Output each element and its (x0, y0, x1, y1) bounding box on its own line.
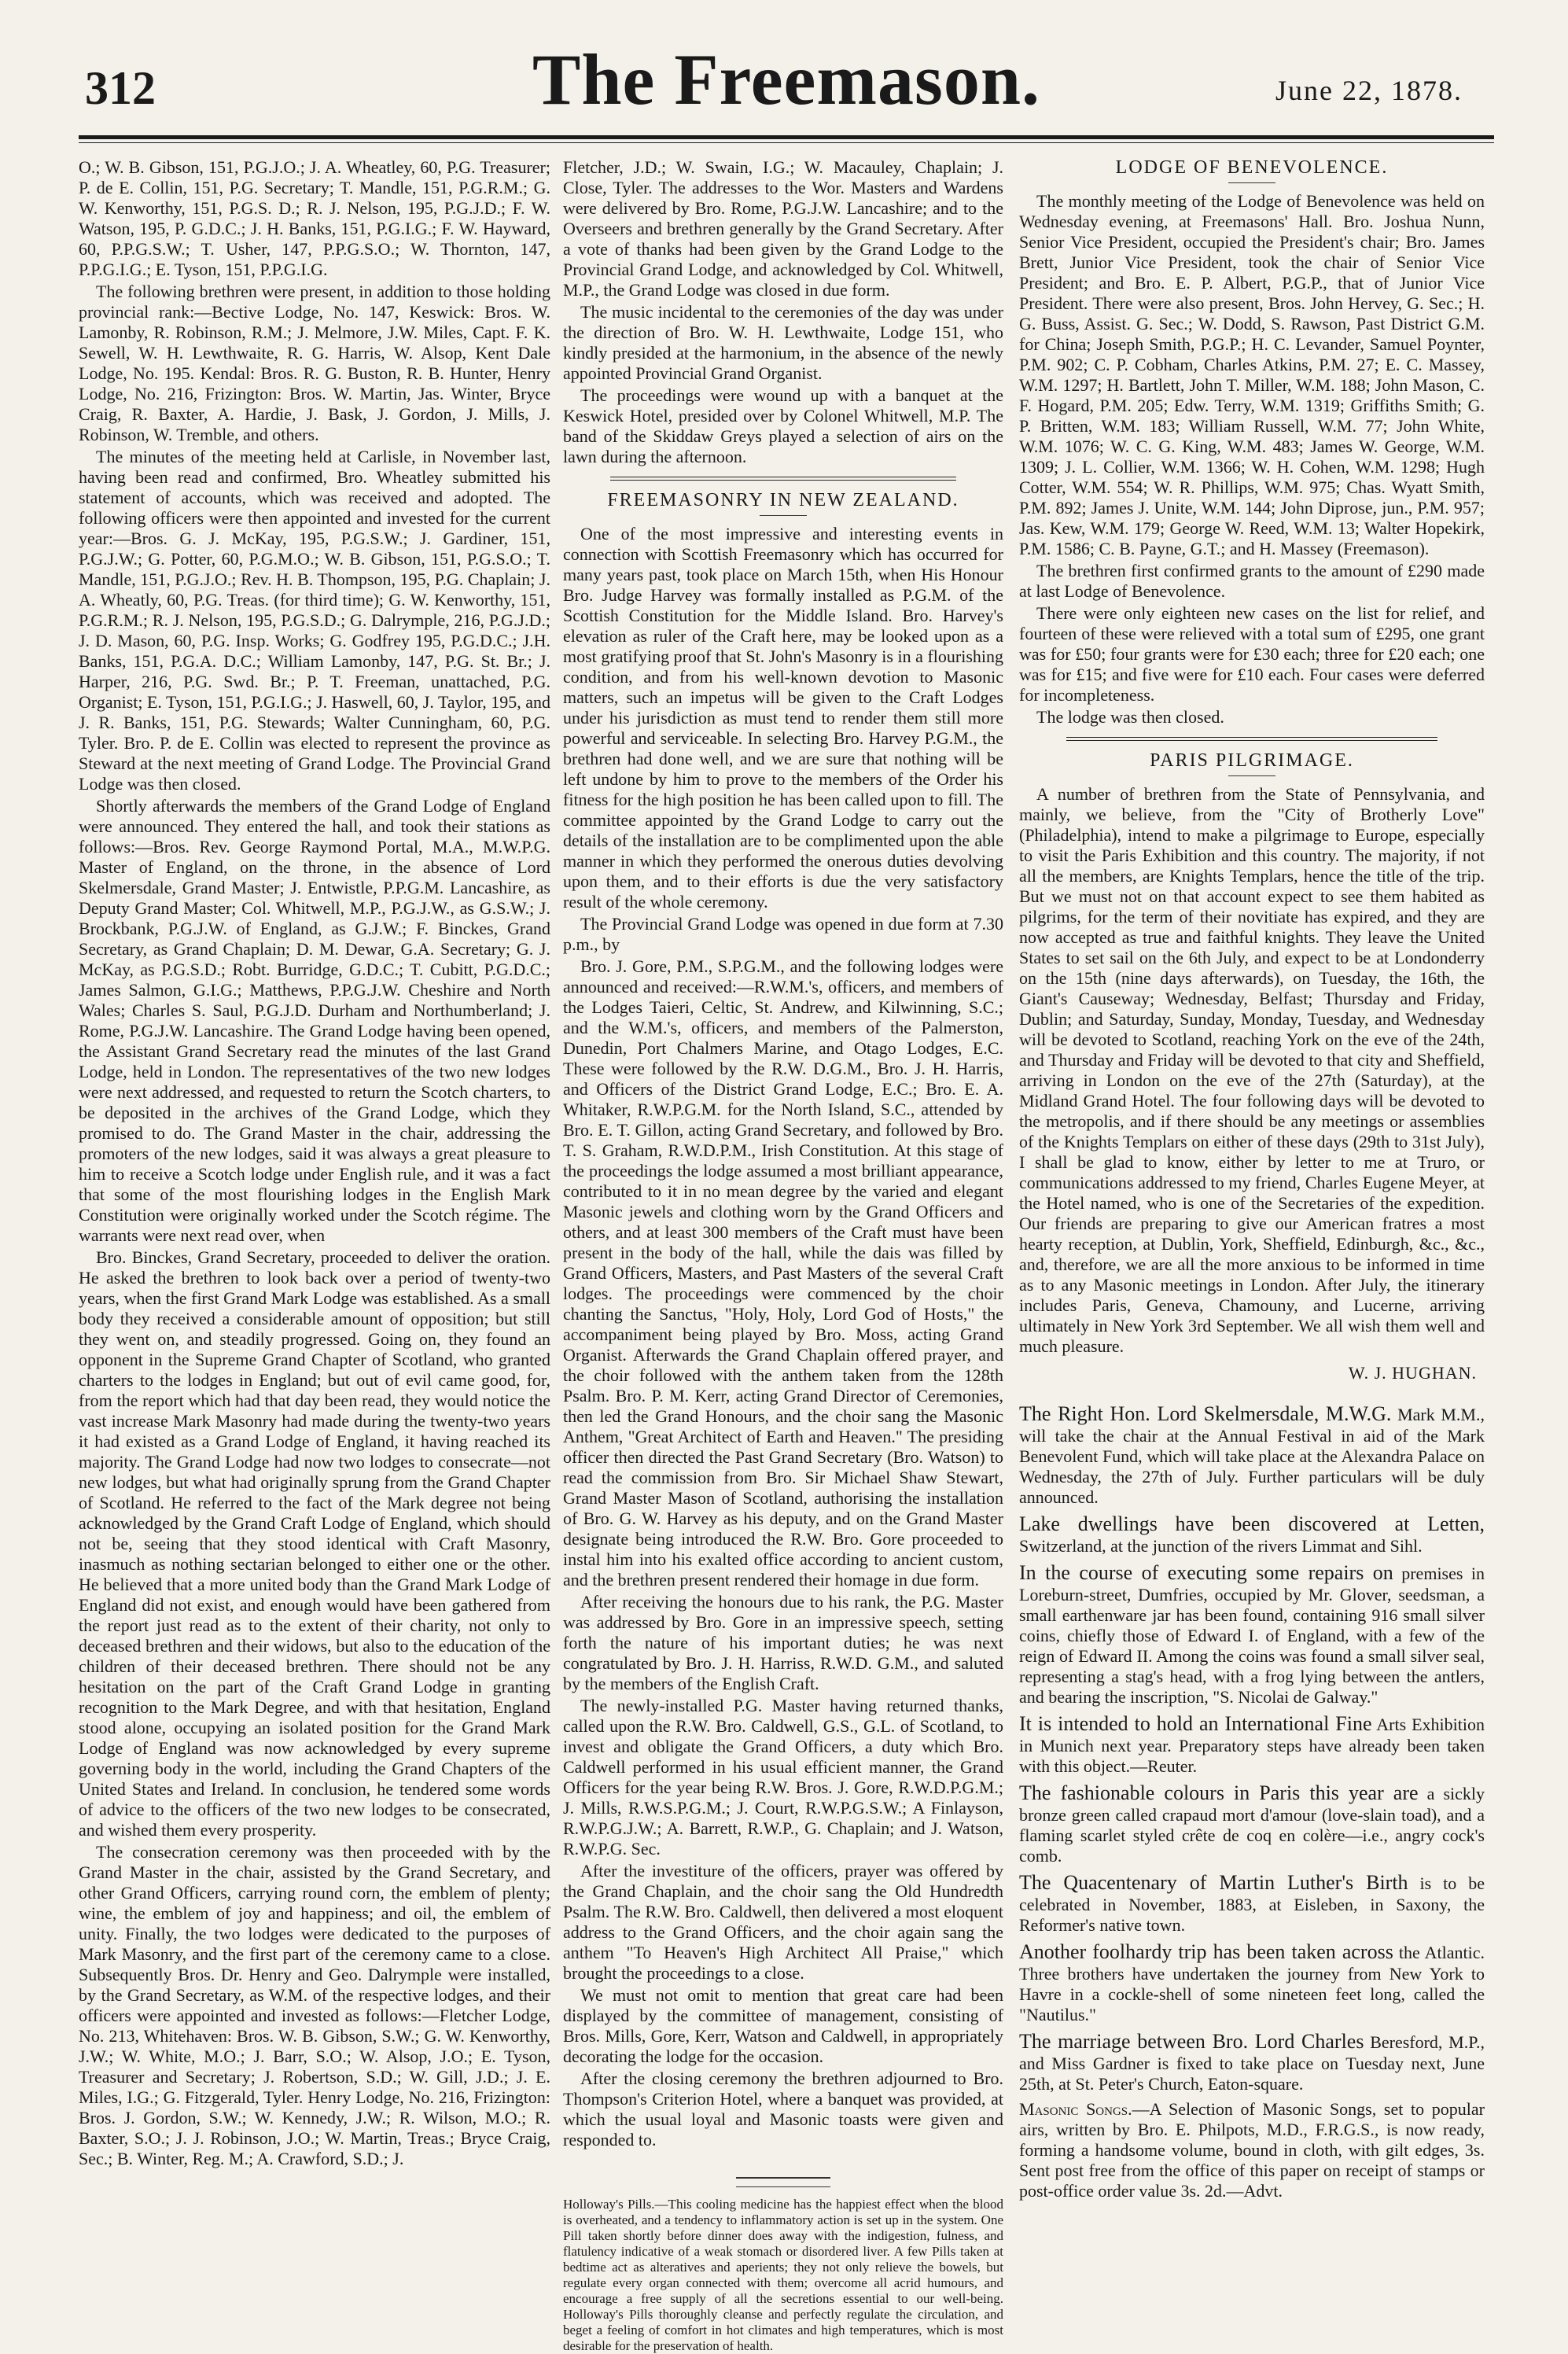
section-heading-paris: PARIS PILGRIMAGE. (1150, 750, 1354, 771)
heading-rule (1228, 182, 1275, 183)
advert-rule (736, 2177, 830, 2179)
paragraph: The following brethren were present, in addition to those holding provincial rank:—Bective Lodge, No. 147, Keswick: Bros. W. Lamonby, R. Robinson, R.M.; J. Melmore, J.W. Miles, Capt. F. K. Sewell, W. H. Lewthwaite, R. G. Harris, W. Alsop, Kent Dale Lodge, No. 195. Kendal: Bros. R. G. Buston, R. B. Hunter, Henry Lodge, No. 216, Frizington: Bros. W. Martin, Jas. Winter, Bryce Craig, R. Baxter, A. Hardie, J. Bask, J. Gordon, J. Mills, J. Robinson, W. Tremble, and others. (79, 282, 550, 444)
news-lead: The Right Hon. Lord Skelmersdale, M.W.G. (1019, 1402, 1392, 1425)
news-body: premises in Loreburn-street, Dumfries, occupied by Mr. Glover, seedsman, a small earthenware jar has been found, containing 916 small silver coins, chiefly those of Edward I. of England, with a few of the reign of Edward II. Among the coins was found a small silver seal, representing a stag's head, with a frog lying between the antlers, and bearing the inscription, "S. Nicolai de Galway." (1019, 1564, 1485, 1707)
paragraph: After the closing ceremony the brethren adjourned to Bro. Thompson's Criterion Hotel, where a banquet was provided, at which the usual loyal and Masonic toasts were given and responded to. (563, 2068, 1003, 2150)
paragraph: The lodge was then closed. (1036, 707, 1224, 727)
news-item (1019, 1871, 1485, 1936)
page-number: 312 (85, 62, 156, 114)
paragraph: We must not omit to mention that great care had been displayed by the committee of management, consisting of Bros. Mills, Gore, Kerr, Watson and Caldwell, in appropriately decorating the lodge for the occasion. (563, 1985, 1003, 2066)
column-2 (563, 157, 1003, 2353)
news-lead: Lake dwellings have been discovered at Letten, (1019, 1512, 1485, 1535)
column-1 (79, 157, 550, 2171)
paragraph: The proceedings were wound up with a banquet at the Keswick Hotel, presided over by Colonel Whitwell, M.P. The band of the Skiddaw Greys played a selection of airs on the lawn during the afternoon. (563, 385, 1003, 466)
masthead (79, 30, 1494, 132)
paragraph: The brethren first confirmed grants to the amount of £290 made at last Lodge of Benevolence. (1019, 561, 1485, 601)
paragraph: The newly-installed P.G. Master having returned thanks, called upon the R.W. Bro. Caldwell, G.S., G.L. of Scotland, to invest and obligate the Grand Officers, a duty which Bro. Caldwell performed in his usual efficient manner, the Grand Officers for the year being R.W. Bros. J. Gore, R.W.D.P.G.M.; J. Mills, R.W.S.P.G.M.; J. Court, R.W.P.G.S.W.; A Finlayson, R.W.P.G.J.W.; A. Barrett, R.W.P., G. Chaplain; and J. Watson, R.W.P.G. Sec. (563, 1696, 1003, 1859)
news-lead: The Quacentenary of Martin Luther's Birth (1019, 1871, 1408, 1894)
paragraph: A number of brethren from the State of Pennsylvania, and mainly, we believe, from the "City of Brotherly Love" (Philadelphia), intend to make a pilgrimage to Europe, especially to visit the Paris Exhibition and this country. The majority, if not all the members, are Knights Templars, hence the title of the trip. But we must not on that account expect to see them habited as pilgrims, for the term of their novitiate has expired, and they are now accepted as true and faithful knights. They leave the United States to set sail on the 6th July, and expect to be at Londonderry on the 15th (nine days afterwards), on Tuesday, the 16th, the Giant's Causeway; Wednesday, Belfast; Thursday and Friday, Dublin; and Saturday, Sunday, Monday, Tuesday, and Wednesday will be devoted to Scotland, reaching York on the eve of the 24th, and Thursday and Friday will be devoted to that city and Sheffield, arriving in London on the eve of the 27th (Saturday), at the Midland Grand Hotel. The four following days will be devoted to the metropolis, and if there should be any meetings or assemblies of the Knights Templars on either of these days (29th to 31st July), I shall be glad to know, either by letter to me at Truro, or communications addressed to my friend, Charles Eugene Meyer, at the Hotel named, who is one of the Secretaries of the expedition. Our friends are preparing to give our American fratres a most hearty reception, at Dublin, York, Sheffield, Edinburgh, &c., &c., and, therefore, we are all the more anxious to be informed in time as to any Masonic meetings in London. After July, the itinerary includes Paris, Geneva, Chamouny, and Lucerne, arriving ultimately in New York 3rd September. We all wish them well and much pleasure. (1019, 784, 1485, 1356)
paragraph: The monthly meeting of the Lodge of Benevolence was held on Wednesday evening, at Freemasons' Hall. Bro. Joshua Nunn, Senior Vice President, occupied the President's chair; Bro. James Brett, Junior Vice President, took the chair of Senior Vice President; and Bro. E. P. Albert, P.G.P., that of Junior Vice President. There were also present, Bros. John Hervey, G. Sec.; H. G. Buss, Assist. G. Sec.; W. Dodd, S. Rawson, Past District G.M. for China; Joseph Smith, P.G.P.; H. C. Levander, Samuel Poynter, P.M. 902; C. P. Cobham, Charles Atkins, P.M. 27; E. C. Massey, W.M. 1297; H. Bartlett, John T. Miller, W.M. 188; John Mason, C. F. Hogard, P.M. 205; Edw. Terry, W.M. 1319; Griffiths Smith; G. P. Britten, W.M. 183; William Russell, W.M. 77; John White, W.M. 1076; W. C. G. King, W.M. 483; James W. George, W.M. 1309; J. L. Collier, W.M. 1366; W. H. Cohen, W.M. 1298; Hugh Cotter, W.M. 554; W. R. Phillips, W.M. 975; Chas. Wyatt Smith, P.M. 892; James J. Unite, W.M. 144; John Diprose, jun., P.M. 957; Jas. Kew, W.M. 179; George W. Reed, W.M. 13; Walter Hopekirk, P.M. 1586; C. B. Payne, G.T.; and H. Massey (Freemason). (1019, 191, 1485, 558)
news-body: a sickly bronze green called crapaud mort d'amour (love-slain toad), and a flaming scarlet styled crête de coq en colère—i.e., angry cock's comb. (1019, 1784, 1485, 1866)
paragraph: Fletcher, J.D.; W. Swain, I.G.; W. Macauley, Chaplain; J. Close, Tyler. The addresses to the Wor. Masters and Wardens were delivered by Bro. Rome, P.G.J.W. Lancashire; and to the Overseers and brethren generally by the Grand Secretary. After a vote of thanks had been given by the Grand Lodge to the Provincial Grand Lodge, and acknowledged by Col. Whitwell, M.P., the Grand Lodge was closed in due form. (563, 157, 1003, 300)
holloway-advert: Holloway's Pills.—This cooling medicine has the happiest effect when the blood is overheated, and a tendency to inflammatory action is set up in the system. One Pill taken shortly before dinner does away with the indigestion, fulness, and flatulency indicative of a weak stomach or disordered liver. A few Pills taken at bedtime act as alteratives and aperients; they not only relieve the bowels, but regulate every organ connected with them; overcome all acrid humours, and encourage a free supply of all the secretions essential to our well-being. Holloway's Pills thoroughly cleanse and perfectly regulate the circulation, and beget a feeling of comfort in hot climates and high temperatures, which is most desirable for the preservation of health. (563, 2197, 1003, 2353)
section-heading-benevolence: LODGE OF BENEVOLENCE. (1115, 157, 1389, 178)
issue-date: June 22, 1878. (1275, 75, 1463, 106)
news-body: Arts Exhibition in Munich next year. Preparatory steps have already been taken with this object.—Reuter. (1019, 1715, 1485, 1776)
news-item (1019, 2030, 1485, 2094)
news-body: —A Selection of Masonic Songs, set to popular airs, written by Bro. E. Philpots, M.D., F.R.G.S., is now ready, forming a handsome volume, bound in cloth, with gilt edges, 3s. Sent post free from the office of this paper on receipt of stamps or post-office order value 3s. 2d.—Advt. (1019, 2099, 1485, 2201)
advert-rule-thin (736, 2186, 830, 2187)
news-lead: The marriage between Bro. Lord Charles (1019, 2030, 1364, 2053)
paragraph: The Provincial Grand Lodge was opened in due form at 7.30 p.m., by (563, 914, 1003, 954)
news-items (1019, 1402, 1485, 2201)
news-item (1019, 1940, 1485, 2025)
heading-rule (1228, 775, 1275, 776)
news-item (1019, 1712, 1485, 1777)
news-lead: Masonic Songs. (1019, 2099, 1132, 2119)
news-body: the Atlantic. Three brothers have undertaken the journey from New York to Havre in a cockle-shell of some nineteen feet long, called the "Nautilus." (1019, 1943, 1485, 2024)
news-lead: It is intended to hold an International Fine (1019, 1712, 1372, 1735)
news-body: Mark M.M., will take the chair at the Annual Festival in aid of the Mark Benevolent Fund, which will take place at the Alexandra Palace on Wednesday, the 27th of July. Further particulars will be duly announced. (1019, 1405, 1485, 1507)
paragraph: The music incidental to the ceremonies of the day was under the direction of Bro. W. H. Lewthwaite, Lodge 151, who kindly presided at the harmonium, in the absence of the newly appointed Provincial Grand Organist. (563, 302, 1003, 383)
news-item (1019, 1512, 1485, 1556)
paragraph: Shortly afterwards the members of the Grand Lodge of England were announced. They entered the hall, and took their stations as follows:—Bros. Rev. George Raymond Portal, M.A., M.W.P.G. Master of England, on the throne, in the absence of Lord Skelmersdale, Grand Master; J. Entwistle, P.P.G.M. Lancashire, as Deputy Grand Master; Col. Whitwell, M.P., P.G.J.W., as G.S.W.; J. Brockbank, P.G.J.W. of England, as G.J.W.; F. Binckes, Grand Secretary, as Grand Chaplain; D. M. Dewar, G.A. Secretary; G. J. McKay, as P.G.S.D.; Robt. Burridge, G.D.C.; T. Cubitt, P.G.D.C.; James Salmon, G.I.G.; Matthews, P.P.G.J.W. Cheshire and North Wales; Charles S. Saul, P.G.J.D. Durham and Northumberland; J. Rome, P.G.J.W. Lancashire. The Grand Lodge having been opened, the Assistant Grand Secretary read the minutes of the last Grand Lodge, held in London. The representatives of the two new lodges were next addressed, and requested to return the Scotch charters, to be deposited in the archives of the Grand Lodge, which they promised to do. The Grand Master in the chair, addressing the promoters of the new lodges, said it was always a great pleasure to him to receive a Scotch lodge under English rule, and it was a fact that some of the most flourishing lodges in the English Mark Constitution were originally worked under the Scotch régime. The warrants were next read over, when (79, 796, 550, 1245)
paragraph: The consecration ceremony was then proceeded with by the Grand Master in the chair, assisted by the Grand Secretary, and other Grand Officers, carrying round corn, the emblem of plenty; wine, the emblem of joy and happiness; and oil, the emblem of unity. Finally, the two lodges were dedicated to the purposes of Mark Masonry, and the first part of the ceremony came to a close. Subsequently Bros. Dr. Henry and Geo. Dalrymple were installed, by the Grand Secretary, as W.M. of the respective lodges, and their officers were appointed and invested as follows:—Fletcher Lodge, No. 213, Whitehaven: Bros. W. B. Gibson, S.W.; G. W. Kenworthy, J.W.; W. White, M.O.; J. Barr, S.O.; W. Alsop, J.O.; E. Tyson, Treasurer and Secretary; J. Robertson, S.D.; W. Gill, J.D.; J. E. Miles, I.G.; G. Fitzgerald, Tyler. Henry Lodge, No. 216, Frizington: Bros. J. Gordon, S.W.; W. Kennedy, J.W.; R. Wilson, M.O.; R. Baxter, S.O.; J. J. Robinson, J.O.; W. Martin, Treas.; Bryce Craig, Sec.; B. Winter, Reg. M.; A. Crawford, S.D.; J. (79, 1842, 550, 2168)
news-item (1019, 1781, 1485, 1866)
paragraph: After the investiture of the officers, prayer was offered by the Grand Chaplain, and the choir sang the Old Hundredth Psalm. The R.W. Bro. Caldwell, then delivered a most eloquent address to the Grand Officers, and the choir again sang the anthem "To Heaven's High Architect All Praise," which brought the proceedings to a close. (563, 1861, 1003, 1983)
news-lead: Another foolhardy trip has been taken across (1019, 1940, 1393, 1963)
paragraph: Bro. J. Gore, P.M., S.P.G.M., and the following lodges were announced and received:—R.W.M.'s, officers, and members of the Lodges Taieri, Celtic, St. Andrew, and Kilwinning, S.C.; and the W.M.'s, officers, and members of the Palmerston, Dunedin, Port Chalmers Marine, and Otago Lodges, E.C. These were followed by the R.W. D.G.M., Bro. J. H. Harris, and Officers of the District Grand Lodge, E.C.; Bro. E. A. Whitaker, R.W.P.G.M. for the North Island, S.C., attended by Bro. E. T. Gillon, acting Grand Secretary, and followed by Bro. T. S. Graham, R.W.D.P.M., Irish Constitution. At this stage of the proceedings the lodge assumed a most brilliant appearance, contributed to it in no mean degree by the varied and elegant Masonic jewels and clothing worn by the Grand Officers and others, and at least 300 members of the Craft must have been present in the body of the hall, while the dais was filled by Grand Officers, Masters, and Past Masters of the several Craft lodges. The proceedings were commenced by the choir chanting the Sanctus, "Holy, Holy, Lord God of Hosts," the accompaniment being played by Bro. Moss, acting Grand Organist. Afterwards the Grand Chaplain offered prayer, and the choir followed with the anthem taken from the 128th Psalm. Bro. P. M. Kerr, acting Grand Director of Ceremonies, then led the Grand Honours, and the choir sang the Masonic Anthem, "Great Architect of Earth and Heaven." The presiding officer then directed the Past Grand Secretary (Bro. Watson) to read the commission from Bro. Sir Michael Shaw Stewart, Grand Master Mason of Scotland, authorising the installation of Bro. G. W. Harvey as his deputy, and on the Grand Master designate being introduced the R.W. Bro. Gore proceeded to instal him into his exalted office according to ancient custom, and the brethren present rendered their homage in due form. (563, 956, 1003, 1590)
heading-rule (760, 515, 807, 516)
paragraph: After receiving the honours due to his rank, the P.G. Master was addressed by Bro. Gore in an impressive speech, setting forth the nature of his important duties; he was next congratulated by Bro. J. H. Harriss, R.W.D. G.M., and saluted by the members of the English Craft. (563, 1592, 1003, 1693)
news-body: is to be celebrated in November, 1883, at Eisleben, in Saxony, the Reformer's native town. (1019, 1873, 1485, 1935)
paragraph: Bro. Binckes, Grand Secretary, proceeded to deliver the oration. He asked the brethren to look back over a period of twenty-two years, when the first Grand Mark Lodge was established. As a small body they received a considerable amount of opposition; but still they went on, and steadily progressed. Going on, they found an opponent in the Supreme Grand Chapter of Scotland, who granted charters to the lodges in England; but out of evil came good, for, from the report which had that day been read, they would notice the vast increase Mark Masonry had made during the twenty-two years it had existed as a Grand Lodge of England, it having reached its majority. The Grand Lodge had now two lodges to consecrate—not new lodges, but what had originally sprung from the Grand Chapter of Scotland. He referred to the fact of the Mark degree not being acknowledged by the Grand Craft Lodge of England, which should not be, seeing that they stood identical with Craft Masonry, inasmuch as nothing sectarian belonged to either one or the other. He believed that a more united body than the Grand Mark Lodge of England did not exist, and enough would have been gathered from the report just read as to the extent of their charity, not only to deceased brethren and their widows, but also to the education of the children of their deceased brethren. There should not be any hesitation on the part of the Craft Grand Lodge in granting recognition to the Mark Degree, and with that hesitation, England stood alone, occupying an isolated position for the Grand Mark Lodge of England was now acknowledged by every supreme governing body in the world, including the Grand Chapters of the United States and Ireland. In conclusion, he tendered some words of advice to the officers of the two new lodges to be consecrated, and wished them every prosperity. (79, 1247, 550, 1840)
masthead-rule (79, 135, 1494, 139)
author-signature: W. J. HUGHAN. (1348, 1363, 1477, 1383)
newspaper-title: The Freemason. (532, 39, 1040, 120)
section-divider (610, 477, 956, 481)
paragraph: There were only eighteen new cases on the list for relief, and fourteen of these were relieved with a total sum of £295, one grant was for £50; four grants were for £30 each; three for £20 each; one was for £15; and five were for £10 each. Four cases were deferred for incompleteness. (1019, 603, 1485, 705)
news-lead: The fashionable colours in Paris this year are (1019, 1781, 1419, 1804)
news-item (1019, 1561, 1485, 1707)
news-lead: In the course of executing some repairs on (1019, 1561, 1393, 1584)
paragraph: O.; W. B. Gibson, 151, P.G.J.O.; J. A. Wheatley, 60, P.G. Treasurer; P. de E. Collin, 151, P.G. Secretary; T. Mandle, 151, P.G.R.M.; G. W. Kenworthy, 151, P.G.S. D.; R. J. Nelson, 195, P.G.J.D.; F. W. Watson, 195, P. G.D.C.; J. H. Banks, 151, P.G.I.G.; F. W. Hayward, 60, P.P.G.S.W.; T. Usher, 147, P.P.G.S.O.; W. Thornton, 147, P.P.G.I.G.; E. Tyson, 151, P.P.G.I.G. (79, 157, 550, 279)
news-body: Beresford, M.P., and Miss Gardner is fixed to take place on Tuesday next, June 25th, at St. Peter's Church, Eaton-square. (1019, 2032, 1485, 2094)
paragraph: One of the most impressive and interesting events in connection with Scottish Freemasonry which has occurred for many years past, took place on March 15th, when His Honour Bro. Judge Harvey was formally installed as P.G.M. of the Scottish Constitution for the Middle Island. Bro. Harvey's elevation as ruler of the Craft here, may be looked upon as a most gratifying proof that St. John's Masonry is in a flourishing condition, and from his well-known devotion to Masonic matters, such an impetus will be given to the Craft Lodges under his jurisdiction as must tend to render them still more powerful and serviceable. In selecting Bro. Harvey P.G.M., the brethren had done well, and we are sure that nothing will be left undone by him to prove to the members of the Order his fitness for the high position he has been called upon to fill. The committee appointed by the Grand Lodge to carry out the details of the installation are to be complimented upon the able manner in which they performed the onerous duties devolving upon them, and to their efforts is due the very satisfactory result of the whole ceremony. (563, 524, 1003, 912)
news-item (1019, 2099, 1485, 2201)
section-heading-new-zealand: FREEMASONRY IN NEW ZEALAND. (607, 490, 959, 510)
column-3 (1019, 157, 1485, 2202)
section-divider (1066, 737, 1437, 741)
news-item (1019, 1402, 1485, 1508)
masthead-rule-thin (79, 142, 1494, 143)
paragraph: The minutes of the meeting held at Carlisle, in November last, having been read and confirmed, Bro. Wheatley submitted his statement of accounts, which was received and adopted. The following officers were then appointed and invested for the current year:—Bros. G. J. McKay, 195, P.G.S.W.; J. Gardiner, 151, P.G.J.W.; G. Potter, 60, P.G.M.O.; W. B. Gibson, 151, P.G.S.O.; T. Mandle, 151, P.G.J.O.; Rev. H. B. Thompson, 195, P.G. Chaplain; J. A. Wheatly, 60, P.G. Treas. (for third time); G. W. Kenworthy, 151, P.G.R.M.; R. J. Nelson, 195, P.G.S.D.; G. Dalrymple, 216, P.G.J.D.; J. D. Mason, 60, P.G. Insp. Works; G. Godfrey 195, P.G.D.C.; J.H. Banks, 151, P.G.A. D.C.; William Lamonby, 147, P.G. St. Br.; J. Harper, 216, P.G. Swd. Br.; P. T. Freeman, unattached, P.G. Organist; E. Tyson, 151, P.G.I.G.; J. Haswell, 60, J. Taylor, 195, and J. R. Banks, 151, P.G. Stewards; Walter Cunningham, 60, P.G. Tyler. Bro. P. de E. Collin was elected to represent the province as Steward at the next meeting of Grand Lodge. The Provincial Grand Lodge was then closed. (79, 447, 550, 794)
news-body: Switzerland, at the junction of the rivers Limmat and Sihl. (1019, 1536, 1423, 1556)
